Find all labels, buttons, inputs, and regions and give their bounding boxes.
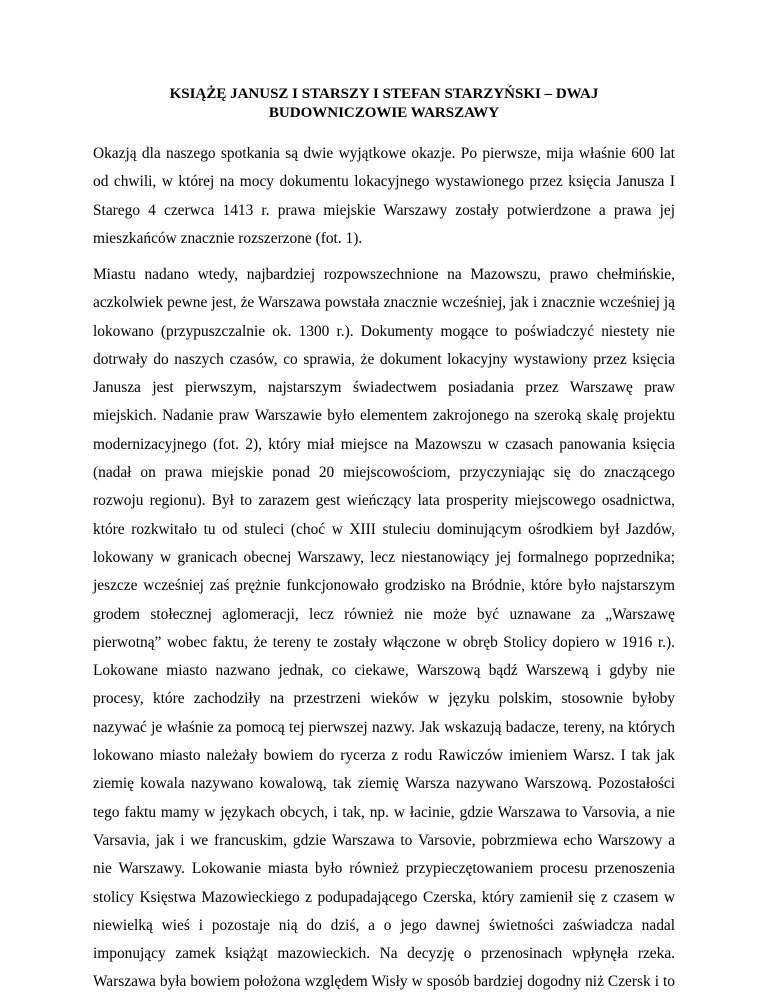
- text-line: od chwili, w której na mocy dokumentu lokacyjnego wystawionego przez księcia Janusza I: [93, 173, 675, 191]
- text-line: aczkolwiek pewne jest, że Warszawa powstała znacznie wcześniej, jak i znacznie wcześniej ją: [93, 294, 675, 312]
- text-line: stolicy Księstwa Mazowieckiego z podupadającego Czerska, który zamienił się z czasem w: [93, 888, 675, 906]
- text-line: Starego 4 czerwca 1413 r. prawa miejskie Warszawy zostały potwierdzone a prawa jej: [93, 201, 675, 219]
- text-line: dotrwały do naszych czasów, co sprawia, że dokument lokacyjny wystawiony przez księcia: [93, 350, 675, 368]
- paragraph-intro: [93, 140, 675, 253]
- paragraph-history: [93, 261, 675, 997]
- text-line: Varsavia, jak i we francuskim, gdzie Warszawa to Varsovie, pobrzmiewa echo Warszowy a: [93, 831, 675, 849]
- text-line: modernizacyjnego (fot. 2), który miał miejsce na Mazowszu w czasach panowania księcia: [93, 435, 675, 453]
- text-line: nie Warszawy. Lokowanie miasta było również przypieczętowaniem procesu przenoszenia: [93, 860, 675, 878]
- text-line: lokowany w granicach obecnej Warszawy, lecz niestanowiący jej formalnego poprzednika;: [93, 548, 675, 566]
- text-line: Janusza jest pierwszym, najstarszym świadectwem posiadania przez Warszawę praw: [93, 379, 675, 397]
- text-line: jeszcze wcześniej zaś prężnie funkcjonowało grodzisko na Bródnie, które było najstarszym: [93, 577, 675, 595]
- text-line: procesy, które zachodziły na przestrzeni wieków w języku polskim, stosownie byłoby: [93, 690, 675, 708]
- text-line: grodem stołecznej aglomeracji, lecz również nie może być uznawane za „Warszawę: [93, 605, 675, 623]
- text-line: mieszkańców znacznie rozszerzone (fot. 1).: [93, 229, 363, 247]
- text-line: imponujący zamek książąt mazowieckich. Na decyzję o przenosinach wpłynęła rzeka.: [93, 945, 675, 963]
- text-line: Okazją dla naszego spotkania są dwie wyjątkowe okazje. Po pierwsze, mija właśnie 600 lat: [93, 145, 675, 162]
- text-line: lokowano (przypuszczalnie ok. 1300 r.). Dokumenty mogące to poświadczyć niestety nie: [93, 322, 675, 340]
- text-line: rozwoju regionu). Był to zarazem gest wieńczący lata prosperity miejscowego osadnictwa,: [93, 492, 675, 510]
- text-line: pierwotną” wobec faktu, że tereny te zostały włączone w obręb Stolicy dopiero w 1916 r.).: [93, 633, 675, 651]
- text-line: ziemię kowala nazywano kowalową, tak ziemię Warsza nazywano Warszową. Pozostałości: [93, 775, 675, 793]
- text-line: które rozkwitało tu od stuleci (choć w XIII stuleciu dominującym ośrodkiem był Jazdów,: [93, 520, 675, 538]
- text-line: Lokowane miasto nazwano jednak, co ciekawe, Warszową bądź Warszewą i gdyby nie: [93, 662, 675, 680]
- text-line: Miastu nadano wtedy, najbardziej rozpowszechnione na Mazowszu, prawo chełmińskie,: [93, 266, 675, 283]
- text-line: miejskich. Nadanie praw Warszawie było elementem zakrojonego na szeroką skalę projektu: [93, 407, 675, 425]
- text-line: Warszawa była bowiem położona względem Wisły w sposób bardziej dogodny niż Czersk i to: [93, 973, 675, 991]
- text-line: niewielką wieś i pozostaje nią do dziś, a o jego dawnej świetności zaświadcza nadal: [93, 916, 675, 934]
- text-line: tego faktu mamy w językach obcych, i tak, np. w łacinie, gdzie Warszawa to Varsovia, a nie: [93, 803, 675, 821]
- document-title-line-1: KSIĄŻĘ JANUSZ I STARSZY I STEFAN STARZYŃSKI – DWAJ: [169, 86, 599, 102]
- text-line: (nadał on prawa miejskie ponad 20 miejscowościom, przyczyniając się do znaczącego: [93, 464, 675, 482]
- document-title-line-2: BUDOWNICZOWIE WARSZAWY: [268, 105, 500, 121]
- text-line: nazywać je właśnie za pomocą tej pierwszej nazwy. Jak wskazują badacze, tereny, na których: [93, 718, 675, 736]
- text-line: lokowano miasto należały bowiem do rycerza z rodu Rawiczów imieniem Warsz. I tak jak: [93, 747, 675, 765]
